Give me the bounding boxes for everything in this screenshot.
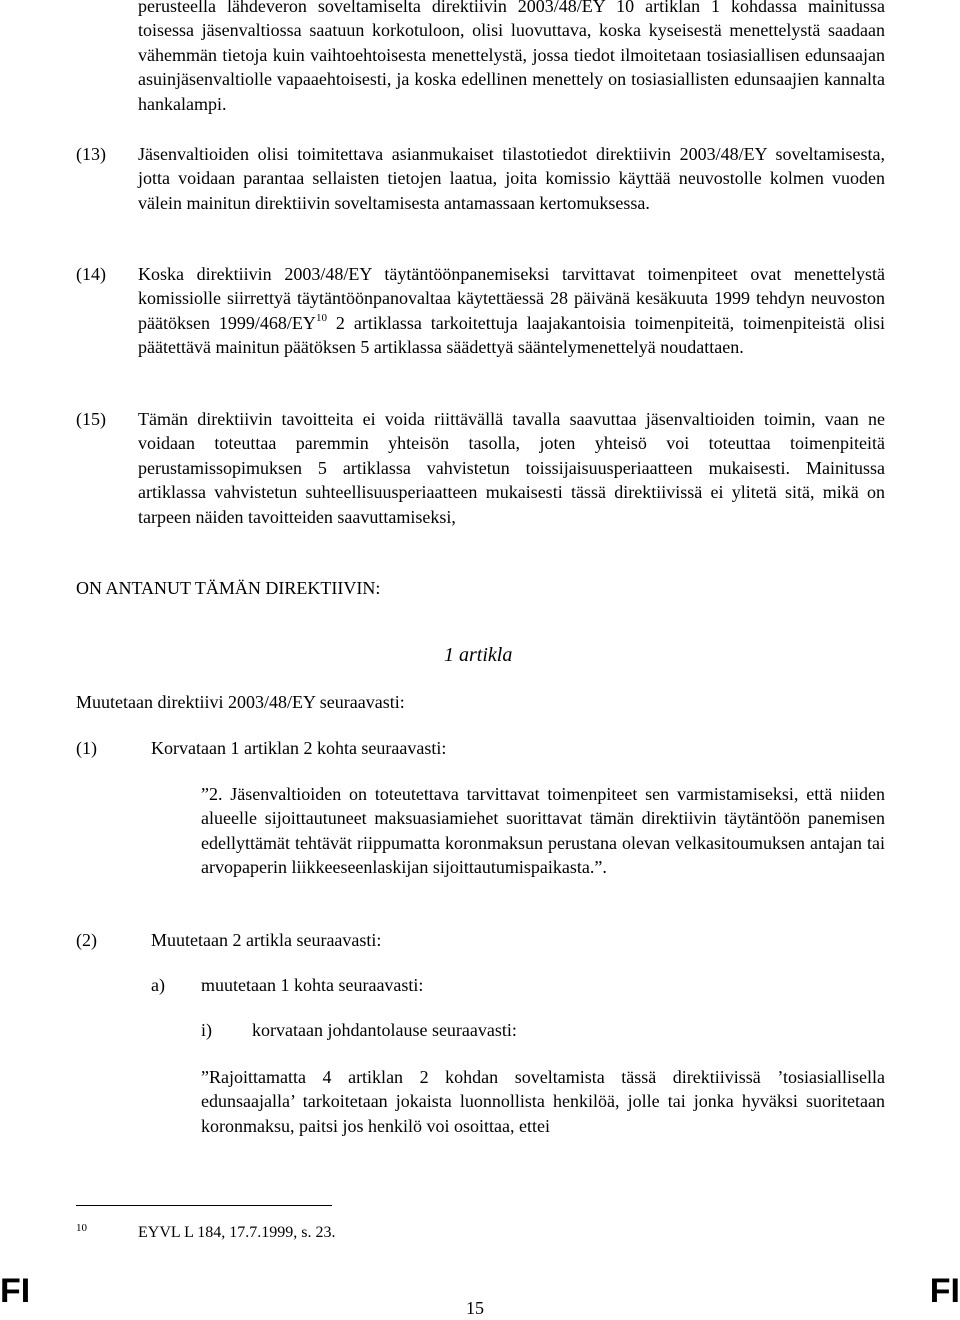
continuation-paragraph: perusteella lähdeveron soveltamiselta direktiivin 2003/48/EY 10 artiklan 1 kohdassa mainitussa toisessa jäsenvaltiossa saatuun korkotuloon, olisi luovuttava, koska kyseisestä menettelystä saadaan vähemmän tietoja kuin vaihtoehtoisesta menettelystä, jossa tiedot ilmoitetaan tosiasiallisen edunsaajan asuinjäsenvaltiolle vapaaehtoisesti, ja koska edellinen menettely on tosiasiallisten edunsaajien kannalta hankalampi.	[138, 0, 885, 114]
page-number: 15	[466, 1298, 484, 1318]
point-1-text: Korvataan 1 artiklan 2 kohta seuraavasti:	[151, 738, 447, 758]
point-2-text: Muutetaan 2 artikla seuraavasti:	[151, 930, 382, 950]
recital-number: (13)	[76, 144, 106, 164]
footnote-text: EYVL L 184, 17.7.1999, s. 23.	[138, 1224, 336, 1241]
recital-text	[138, 262, 885, 360]
subpoint-a-text: muutetaan 1 kohta seuraavasti:	[201, 975, 424, 995]
article-heading: 1 artikla	[444, 644, 513, 666]
subpoint-i-text: korvataan johdantolause seuraavasti:	[252, 1020, 517, 1040]
footnote-number: 10	[76, 1222, 87, 1234]
article-intro: Muutetaan direktiivi 2003/48/EY seuraavasti:	[76, 692, 405, 712]
recital-text-part: Koska direktiivin 2003/48/EY täytäntöönpanemiseksi tarvittavat toimenpiteet ovat menettelystä komissiolle siirrettyä täytäntöönpanovaltaa käytettäessä 28 päivänä kesäkuuta 1999 tehdyn neuvoston päätöksen 1999/468/EY	[138, 264, 885, 333]
recital-text: Jäsenvaltioiden olisi toimitettava asianmukaiset tilastotiedot direktiivin 2003/48/EY soveltamisesta, jotta voidaan parantaa sellaisten tietojen laatua, joita komissio käyttää neuvostolle kolmen vuoden välein mainitun direktiivin soveltamisesta antamassaan kertomuksessa.	[138, 144, 885, 213]
point-1-quote: ”2. Jäsenvaltioiden on toteutettava tarvittavat toimenpiteet sen varmistamiseksi, että niiden alueelle sijoittautuneet maksuasiamiehet suorittavat tämän direktiivin täytäntöön panemisen edellyttämät tehtävät riippumatta koronmaksun perustana olevan velkasitoumuksen antajan tai arvopaperin liikkeeseenlaskijan sijoittautumispaikasta.”.	[201, 784, 885, 878]
language-code-left: FI	[0, 1272, 31, 1310]
point-1-number: (1)	[76, 738, 97, 758]
recital-text-part: 2 artiklassa tarkoitettuja laajakantoisia toimenpiteitä, toimenpiteistä olisi päätettävä mainitun päätöksen 5 artiklassa säädettyä sääntelymenettelyä noudattaen.	[138, 312, 885, 358]
footnote-reference: 10	[315, 311, 327, 324]
recital-number: (14)	[76, 264, 106, 284]
point-2-quote: ”Rajoittamatta 4 artiklan 2 kohdan soveltamista tässä direktiivissä ’tosiasiallisella edunsaajalla’ tarkoitetaan jokaista luonnollista henkilöä, jolle tai jonka hyväksi suoritetaan koronmaksu, paitsi jos henkilö voi osoittaa, ettei	[201, 1067, 885, 1136]
subpoint-a-label: a)	[151, 975, 165, 995]
language-code-right: FI	[929, 1272, 960, 1310]
recital-text: Tämän direktiivin tavoitteita ei voida riittävällä tavalla saavuttaa jäsenvaltioiden toimin, vaan ne voidaan toteuttaa paremmin yhteisön tasolla, joten yhteisö voi toteuttaa toimenpiteitä perustamissopimuksen 5 artiklassa vahvistetun toissijaisuusperiaatteen mukaisesti. Mainitussa artiklassa vahvistetun suhteellisuusperiaatteen mukaisesti tässä direktiivissä ei ylitetä sitä, mikä on tarpeen näiden tavoitteiden saavuttamiseksi,	[138, 409, 885, 527]
point-2-number: (2)	[76, 930, 97, 950]
footnote-separator	[76, 1205, 332, 1206]
recital-number: (15)	[76, 409, 106, 429]
subpoint-i-label: i)	[201, 1020, 212, 1040]
enacting-formula: ON ANTANUT TÄMÄN DIREKTIIVIN:	[76, 578, 381, 598]
